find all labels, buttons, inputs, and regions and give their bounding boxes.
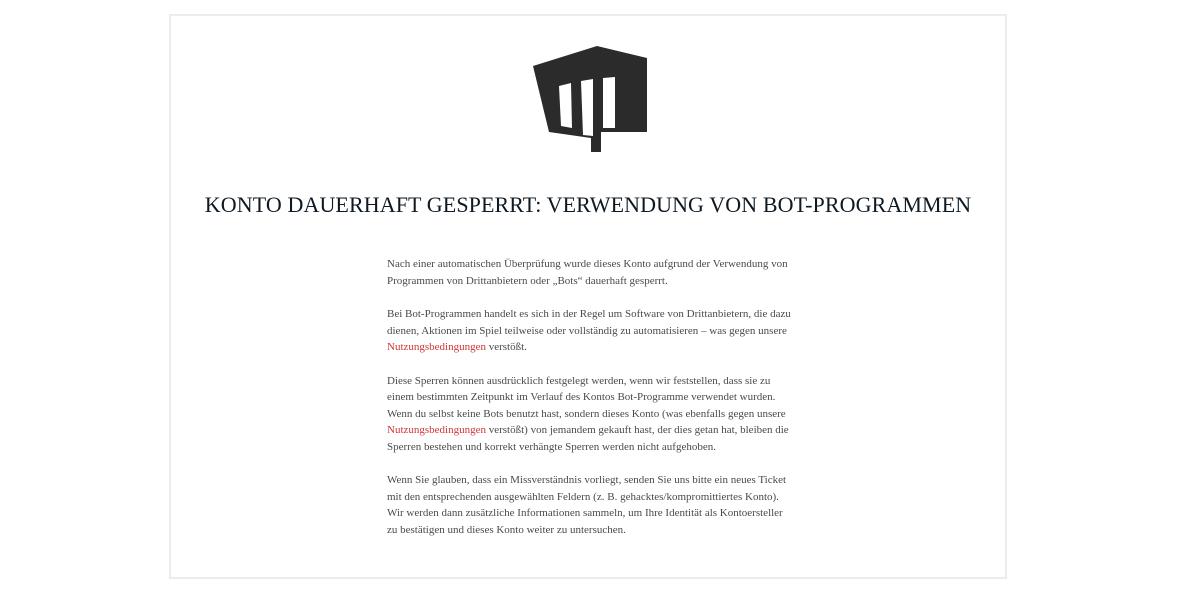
paragraph-text: Diese Sperren können ausdrücklich festgelegt werden, wenn wir feststellen, dass sie zu einem bestimmten Zeitpunkt im Verlauf des Kontos Bot-Programme verwendet wurden. Wenn du selbst keine Bots benutzt hast, sondern dieses Konto (was ebenfalls gegen unsere <box>387 374 786 420</box>
terms-of-service-link[interactable]: Nutzungsbedingungen <box>387 424 486 436</box>
terms-of-service-link[interactable]: Nutzungsbedingungen <box>387 341 486 353</box>
paragraph-text: verstößt) von jemandem gekauft hast, der dies getan hat, bleiben die Sperren bestehen und korrekt verhängte Sperren werden nicht aufgehoben. <box>387 424 789 453</box>
fist-logo-icon <box>531 42 651 152</box>
ban-notice-card <box>169 14 1007 579</box>
page-title: KONTO DAUERHAFT GESPERRT: VERWENDUNG VON BOT-PROGRAMMEN <box>204 192 972 217</box>
paragraph-text: verstößt. <box>485 341 527 353</box>
paragraph-text: Wenn Sie glauben, dass ein Missverständnis vorliegt, senden Sie uns bitte ein neues Ticket mit den entsprechenden ausgewählten Feldern (z. B. gehacktes/kompromittiertes Konto). Wir werden dann zusätzliche Informationen sammeln, um Ihre Identität als Kontoersteller zu bestätigen und dieses Konto weiter zu untersuchen. <box>387 474 787 536</box>
paragraph-appeal <box>387 472 795 538</box>
paragraph-review <box>387 256 795 289</box>
paragraph-ban-conditions <box>387 373 795 456</box>
paragraph-text: Nach einer automatischen Überprüfung wurde dieses Konto aufgrund der Verwendung von Programmen von Drittanbietern oder „Bots“ dauerhaft gesperrt. <box>387 258 788 287</box>
paragraph-text: Bei Bot-Programmen handelt es sich in der Regel um Software von Drittanbietern, die dazu dienen, Aktionen im Spiel teilweise oder vollständig zu automatisieren – was gegen unsere <box>387 308 791 337</box>
ban-explanation <box>387 256 795 555</box>
paragraph-bot-definition <box>387 306 795 356</box>
